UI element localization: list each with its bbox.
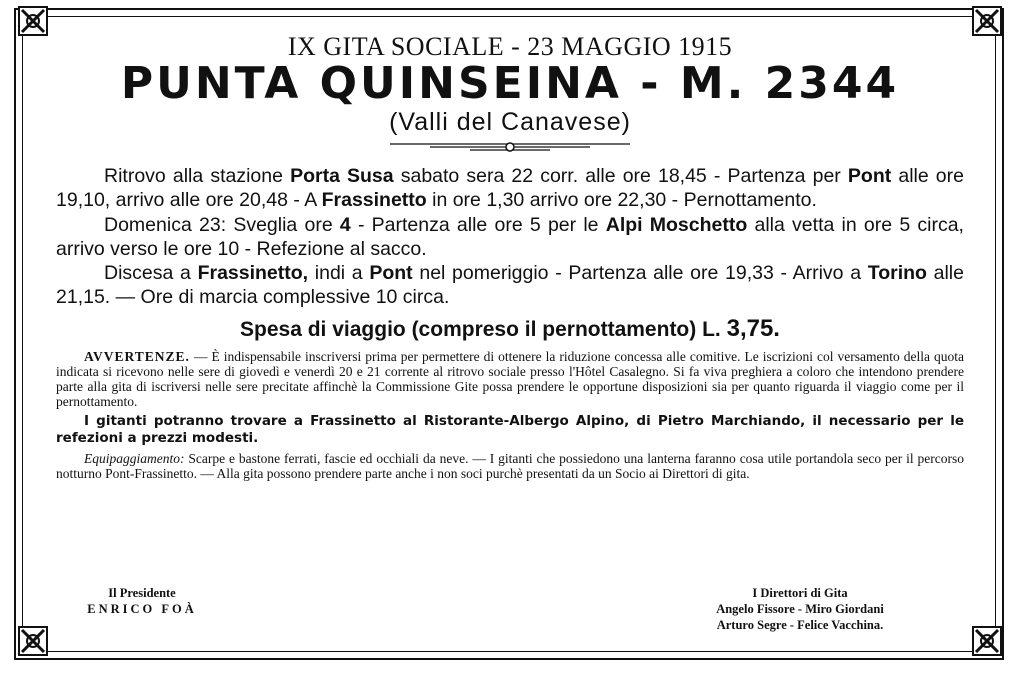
- directors-names: Angelo Fissore - Miro Giordani: [716, 602, 884, 616]
- equipment-paragraph: Equipaggiamento: Scarpe e bastone ferrati, fascie ed occhiali da neve. — I gitanti che possiedono una lanterna faranno cosa utile portandola seco per il percorso notturno Pont-Frassinetto. — Alla gita possono prendere parte anche i non soci purchè presentati da un Socio ai Direttori di gita.: [56, 450, 964, 481]
- president-name: ENRICO FOÀ: [87, 602, 197, 616]
- warning-paragraph: AVVERTENZE. — È indispensabile inscriversi prima per permettere di ottenere la riduzione concessa alle comitive. Le iscrizioni col versamento della quota indicata si ricevono nelle sere di giovedì e venerdì 20 e 21 corrente al ritrovo sociale presso l'Hôtel Casalegno. Si fa viva preghiera a coloro che intendono prendere parte alla gita di iscriversi nelle sere precitate affinchè la Commissione Gite possa prendere le opportune disposizioni sia per quanto riguarda il viaggio come per il pernottamento.: [56, 348, 964, 410]
- corner-ornament-icon: [16, 624, 50, 658]
- restaurant-notice: I gitanti potranno trovare a Frassinetto al Ristorante-Albergo Alpino, di Pietro Marchiando, il necessario per le refezioni a prezzi modesti.: [56, 412, 964, 446]
- directors-names: Arturo Segre - Felice Vacchina.: [716, 618, 884, 632]
- poster-content: [56, 30, 964, 481]
- directors-signature: I Direttori di Gita Angelo Fissore - Miro Giordani Arturo Segre - Felice Vacchina.: [670, 585, 930, 633]
- event-title: PUNTA QUINSEINA - M. 2344: [120, 58, 900, 109]
- notes-section: [56, 349, 964, 481]
- itinerary-paragraph: Domenica 23: Sveglia ore 4 - Partenza alle ore 5 per le Alpi Moschetto alla vetta in ore 5 circa, arrivo verso le ore 10 - Refezione al sacco.: [56, 213, 964, 260]
- corner-ornament-icon: [970, 4, 1004, 38]
- itinerary: [56, 164, 964, 310]
- itinerary-paragraph: Discesa a Frassinetto, indi a Pont nel pomeriggio - Partenza alle ore 19,33 - Arrivo a Torino alle 21,15. — Ore di marcia complessive 10 circa.: [56, 262, 964, 309]
- ornamental-divider: [56, 140, 964, 154]
- president-signature: Il Presidente ENRICO FOÀ: [62, 585, 222, 617]
- event-region: (Valli del Canavese): [389, 108, 631, 136]
- event-subtitle: IX GITA SOCIALE - 23 MAGGIO 1915: [287, 32, 733, 61]
- travel-cost: Spesa di viaggio (compreso il pernottamento) L. 3,75.: [240, 314, 780, 342]
- corner-ornament-icon: [16, 4, 50, 38]
- corner-ornament-icon: [970, 624, 1004, 658]
- itinerary-paragraph: Ritrovo alla stazione Porta Susa sabato sera 22 corr. alle ore 18,45 - Partenza per Pont alle ore 19,10, arrivo alle ore 20,48 - A Frassinetto in ore 1,30 arrivo ore 22,30 - Pernottamento.: [56, 165, 964, 212]
